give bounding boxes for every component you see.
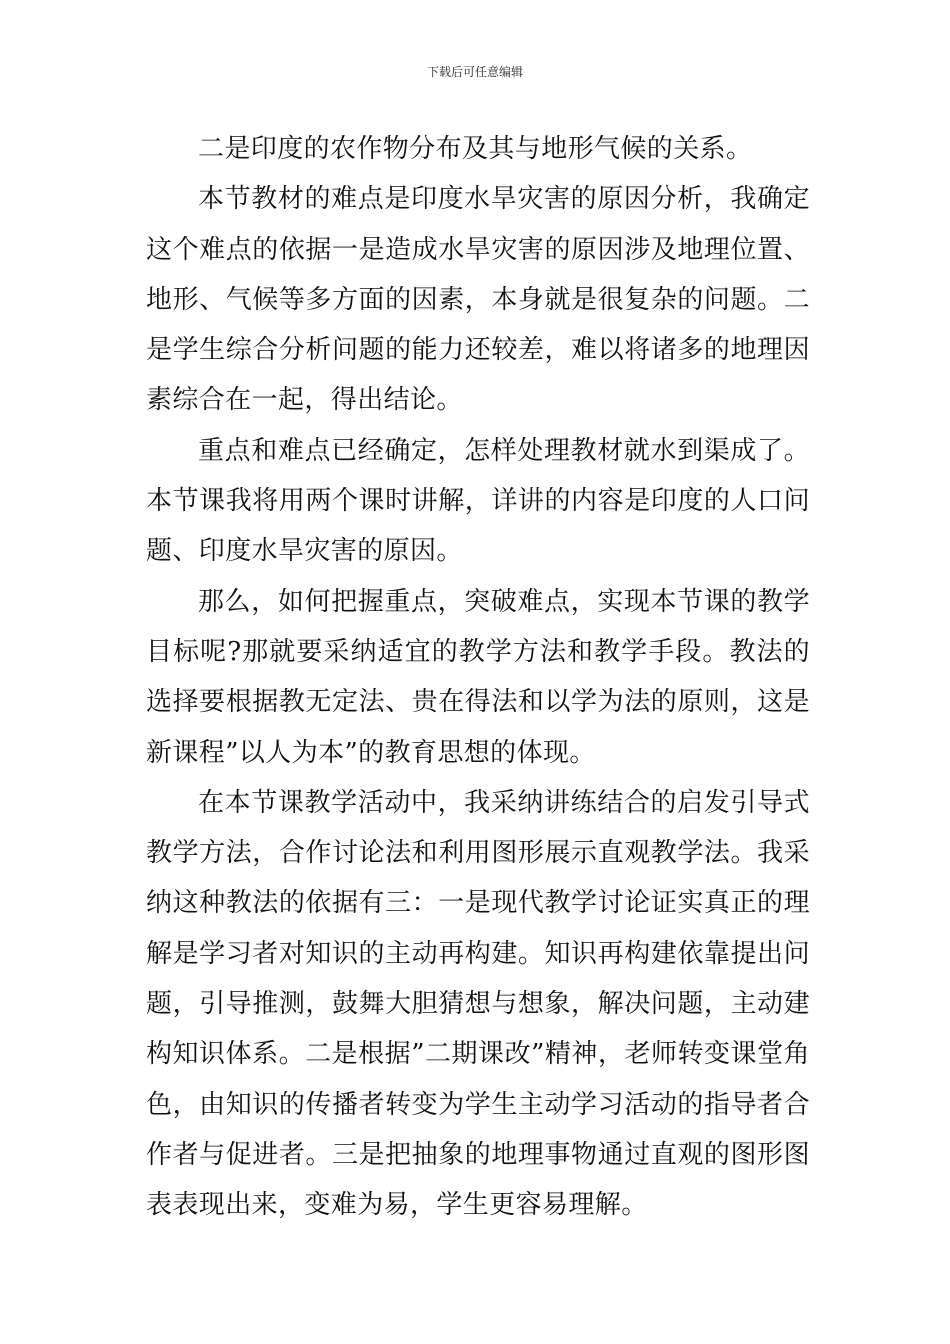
paragraph-1: 二是印度的农作物分布及其与地形气候的关系。 — [198, 134, 753, 164]
document-body — [146, 124, 810, 1231]
paragraph-2: 本节教材的难点是印度水旱灾害的原因分析，我确定这个难点的依据一是造成水旱灾害的原因涉及地理位置、地形、气候等多方面的因素，本身就是很复杂的问题。二是学生综合分析问题的能力还较差，难以将诸多的地理因素综合在一起，得出结论。 — [146, 184, 810, 416]
paragraph-4: 那么，如何把握重点，突破难点，实现本节课的教学目标呢?那就要采纳适宜的教学方法和教学手段。教法的选择要根据教无定法、贵在得法和以学为法的原则，这是新课程”以人为本”的教育思想的体现。 — [146, 586, 810, 768]
paragraph-3: 重点和难点已经确定，怎样处理教材就水到渠成了。本节课我将用两个课时讲解，详讲的内容是印度的人口问题、印度水旱灾害的原因。 — [146, 435, 810, 567]
paragraph-5: 在本节课教学活动中，我采纳讲练结合的启发引导式教学方法，合作讨论法和利用图形展示直观教学法。我采纳这种教法的依据有三：一是现代教学讨论证实真正的理解是学习者对知识的主动再构建。知识再构建依靠提出问题，引导推测，鼓舞大胆猜想与想象，解决问题，主动建构知识体系。二是根据”二期课改”精神，老师转变课堂角色，由知识的传播者转变为学生主动学习活动的指导者合作者与促进者。三是把抽象的地理事物通过直观的图形图表表现出来，变难为易，学生更容易理解。 — [146, 787, 810, 1221]
page-header: 下载后可任意编辑 — [426, 65, 523, 79]
